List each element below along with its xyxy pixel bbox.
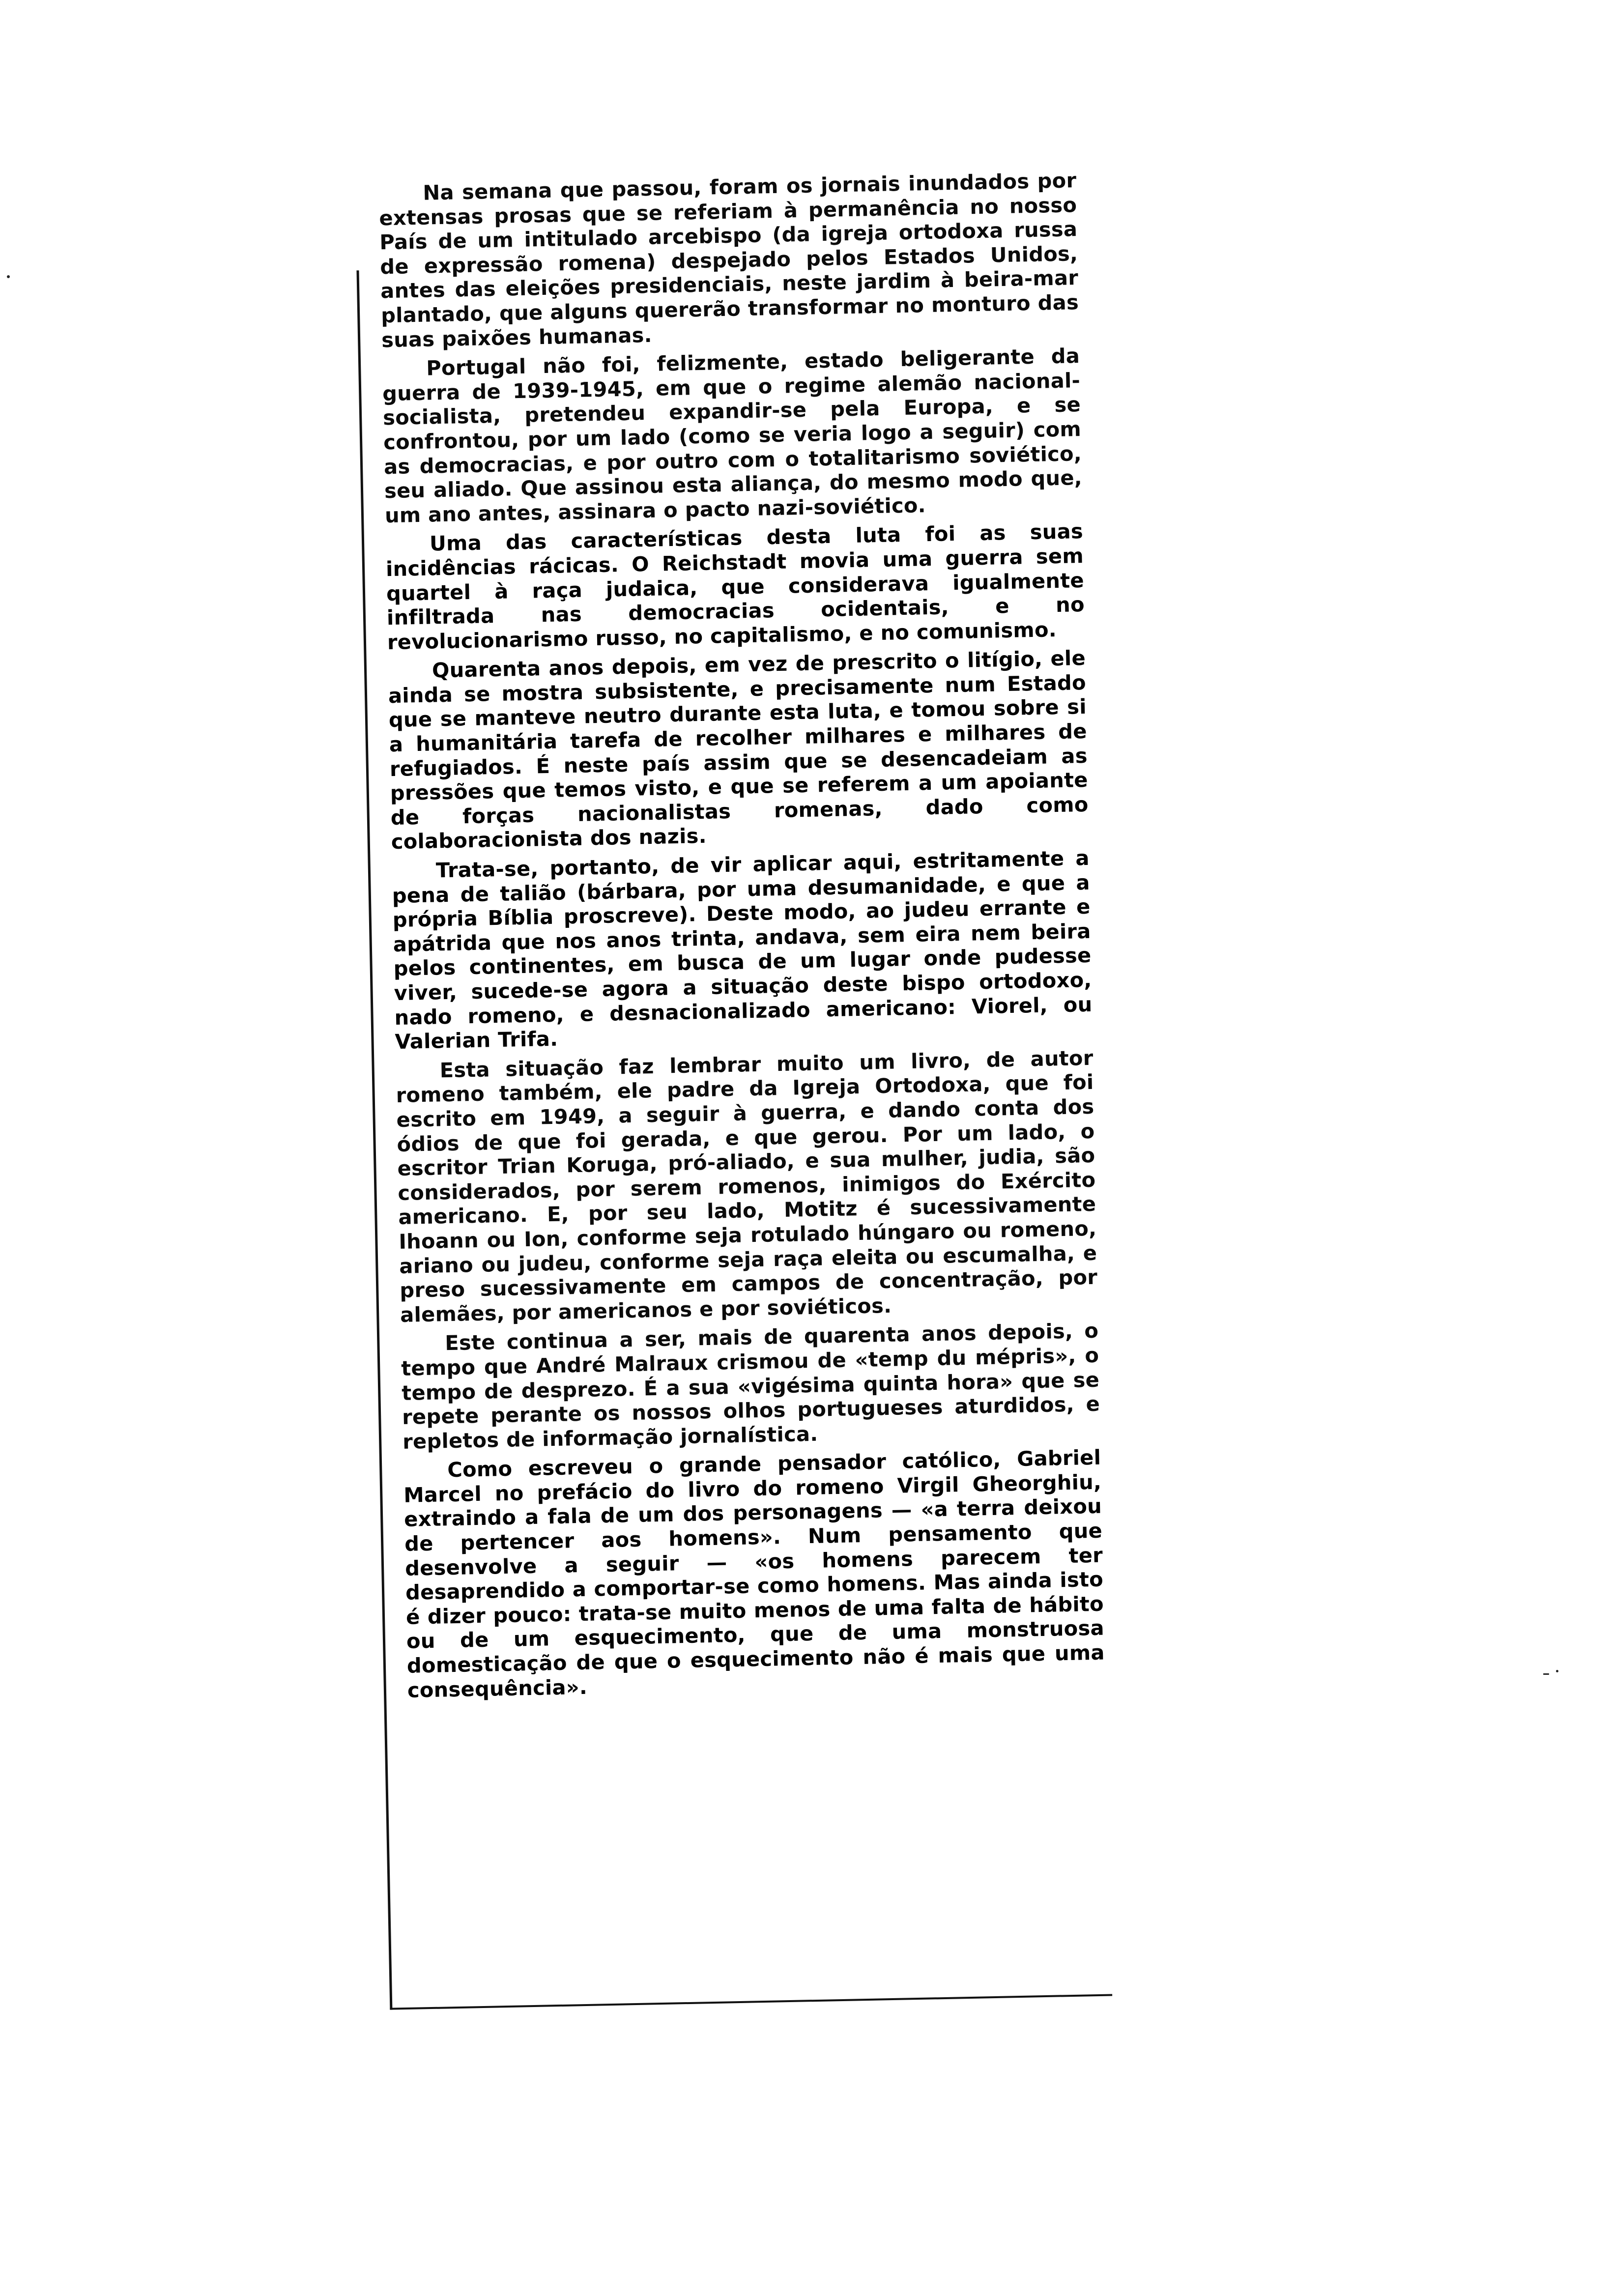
paragraph-3: Uma das características desta luta foi as suas incidências rácicas. O Reichstadt movia uma guerra sem quartel à raça judaica, que considerava igualmente infiltrada nas democracias ocidentais, e no revolucionarismo russo, no capitalismo, e no comunismo. [385, 519, 1085, 654]
paragraph-4: Quarenta anos depois, em vez de prescrito o litígio, ele ainda se mostra subsistente, e precisamente num Estado que se manteve neutro durante esta luta, e tomou sobre si a humanitária tarefa de recolher milhares e milhares de refugiados. É neste país assim que se desencadeiam as pressões que temos visto, e que se referem a um apoiante de forças nacionalistas romenas, dado como colaboracionista dos nazis. [388, 646, 1089, 854]
scan-speck [1543, 1673, 1549, 1675]
paragraph-1: Na semana que passou, foram os jornais inundados por extensas prosas que se referiam à permanência no nosso País de um intitulado arcebispo (da igreja ortodoxa russa de expressão romena) despejado pelos Estados Unidos, antes das eleições presidenciais, neste jardim à beira-mar plantado, que alguns quererão transformar no monturo das suas paixões humanas. [378, 168, 1079, 352]
paragraph-6: Esta situação faz lembrar muito um livro, de autor romeno também, ele padre da Igreja Ortodoxa, que foi escrito em 1949, a seguir à guerra, e dando conta dos ódios de que foi gerada, e que gerou. Por um lado, o escritor Trian Koruga, pró-aliado, e sua mulher, judia, são considerados, por serem romenos, inimigos do Exército americano. E, por seu lado, Motitz é sucessivamente Ihoann ou Ion, conforme seja rotulado húngaro ou romeno, ariano ou judeu, conforme seja raça eleita ou escumalha, e preso sucessivamente em campos de concentração, por alemães, por americanos e por soviéticos. [396, 1045, 1098, 1327]
paragraph-7: Este continua a ser, mais de quarenta anos depois, o tempo que André Malraux crismou de «temp du mépris», o tempo de desprezo. É a sua «vigésima quinta hora» que se repete perante os nossos olhos portugueses aturdidos, e repletos de informação jornalística. [401, 1319, 1100, 1454]
column-rule-bottom [390, 1994, 1112, 2009]
paragraph-8: Como escreveu o grande pensador católico, Gabriel Marcel no prefácio do livro do romeno Virgil Gheorghiu, extraindo a fala de um dos personagens — «a terra deixou de pertencer aos homens». Num pensamento que desenvolve a seguir — «os homens parecem ter desaprendido a comportar-se como homens. Mas ainda isto é dizer pouco: trata-se muito menos de uma falta de hábito ou de um esquecimento, que de uma monstruosa domesticação de que o esquecimento não é mais que uma consequência». [403, 1445, 1105, 1702]
scan-speck [1556, 1670, 1558, 1672]
paragraph-2: Portugal não foi, felizmente, estado beligerante da guerra de 1939-1945, em que o regime alemão nacional-socialista, pretendeu expandir-se pela Europa, e se confrontou, por um lado (como se veria logo a seguir) com as democracias, e por outro com o totalitarismo soviético, seu aliado. Que assinou esta aliança, do mesmo modo que, um ano antes, assinara o pacto nazi-soviético. [382, 344, 1083, 528]
paragraph-5: Trata-se, portanto, de vir aplicar aqui, estritamente a pena de talião (bárbara, por uma desumanidade, e que a própria Bíblia proscreve). Deste modo, ao judeu errante e apátrida que nos anos trinta, andava, sem eira nem beira pelos continentes, em busca de um lugar onde pudesse viver, sucede-se agora a situação deste bispo ortodoxo, nado romeno, e desnacionalizado americano: Viorel, ou Valerian Trifa. [392, 845, 1093, 1054]
scan-speck [7, 275, 10, 278]
newspaper-clipping [364, 168, 1116, 2009]
article-column [378, 168, 1105, 1707]
